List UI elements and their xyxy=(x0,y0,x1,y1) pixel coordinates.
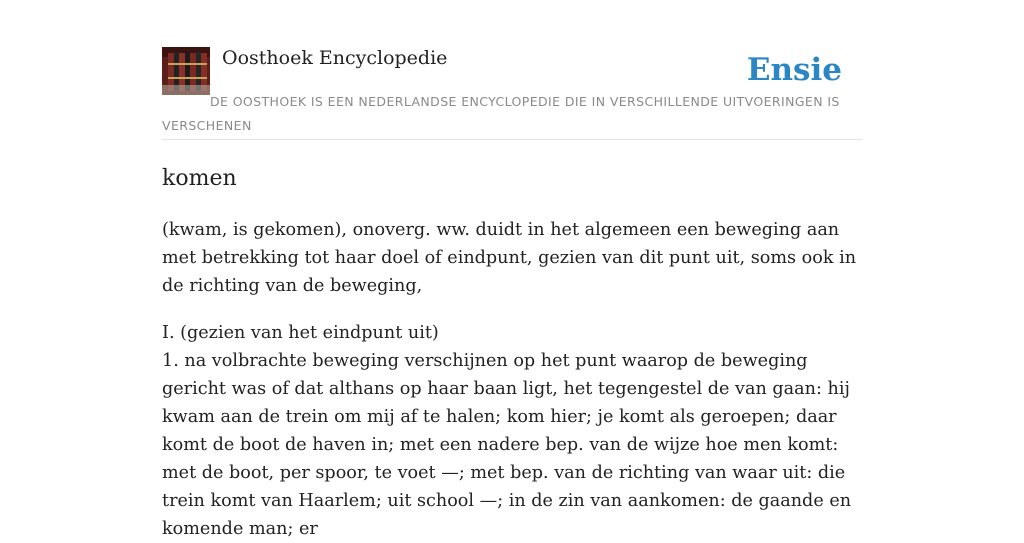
entry-headword: komen xyxy=(162,166,237,191)
entry-content xyxy=(162,160,862,543)
source-tagline: DE OOSTHOEK IS EEN NEDERLANDSE ENCYCLOPEDIE DIE IN VERSCHILLENDE UITVOERINGEN IS VERSCHENEN xyxy=(162,94,840,133)
entry-paragraph: 1. na volbrachte beweging verschijnen op het punt waarop de beweging gericht was of dat althans op haar baan ligt, het tegengestel de van gaan: hij kwam aan de trein om mij af te halen; kom hier; je komt als geroepen; daar komt de boot de haven in; met een nadere bep. van de wijze hoe men komt: met de boot, per spoor, te voet —; met bep. van de richting van waar uit: die trein komt van Haarlem; uit school —; in de zin van aankomen: de gaande en komende man; er xyxy=(162,351,852,539)
brand-logo[interactable]: Ensie xyxy=(746,52,842,88)
entry-paragraph: (kwam, is gekomen), onoverg. ww. duidt in het algemeen een beweging aan met betrekking tot haar doel of eindpunt, gezien van dit punt uit, soms ook in de richting van de beweging, xyxy=(162,220,857,296)
site-header xyxy=(162,46,862,140)
source-title[interactable]: Oosthoek Encyclopedie xyxy=(222,47,448,69)
entry-paragraph: I. (gezien van het eindpunt uit) xyxy=(162,323,439,343)
encyclopedia-books-icon[interactable] xyxy=(162,47,210,95)
